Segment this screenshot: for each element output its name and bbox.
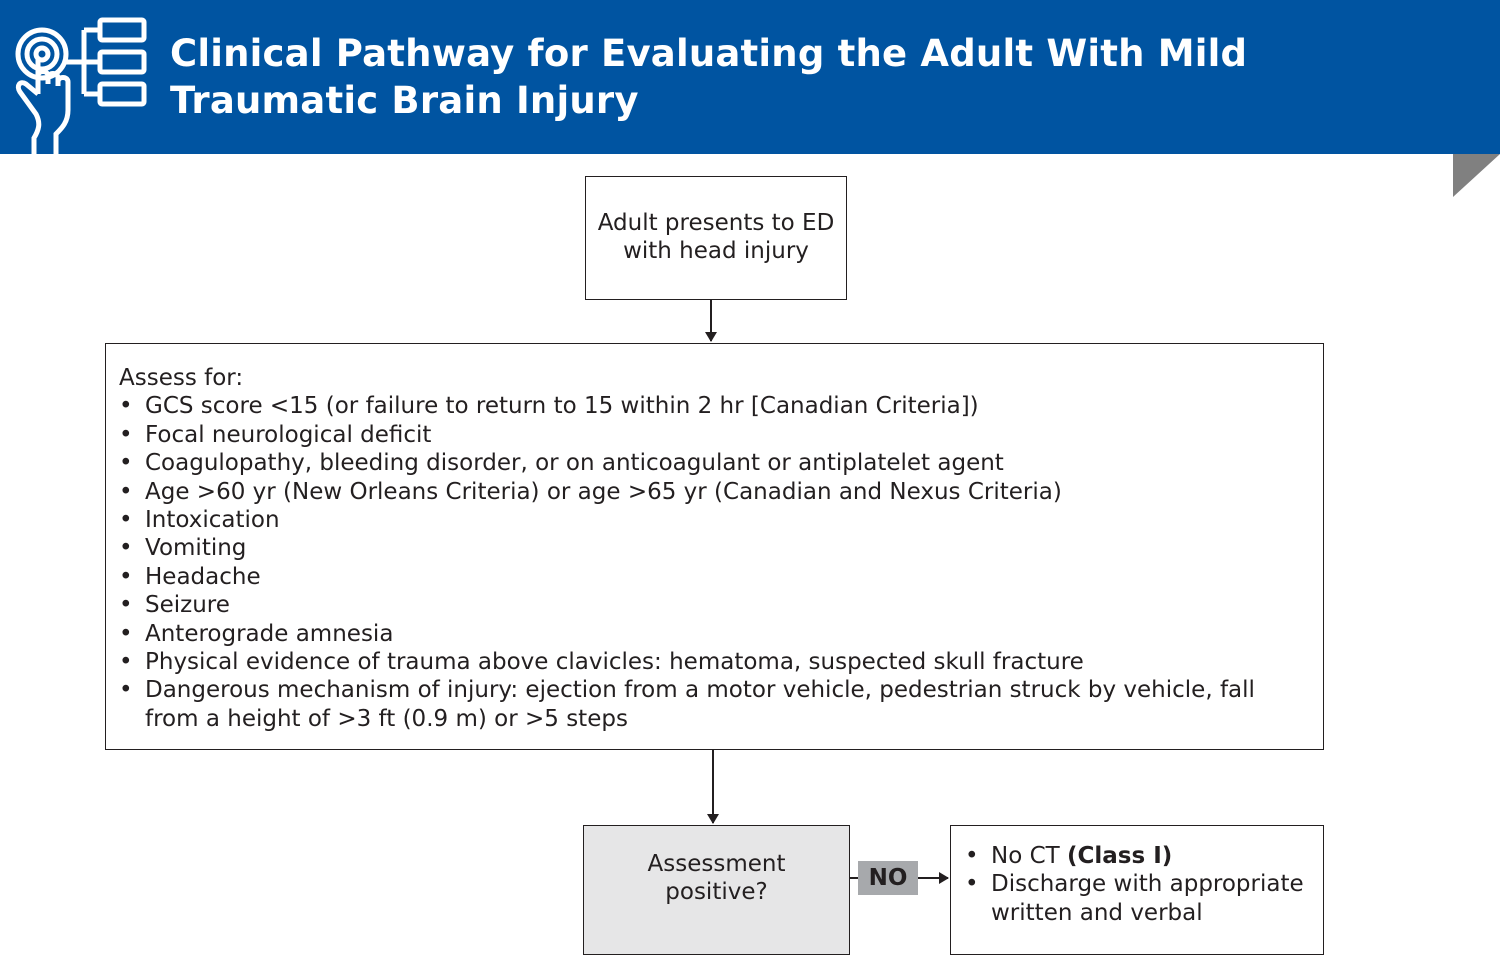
no-outcome-node <box>950 825 1324 955</box>
evidence-class-label: (Class I) <box>1067 843 1173 869</box>
assessment-heading: Assess for: <box>119 365 244 391</box>
criterion-item: • Headache <box>119 563 1309 591</box>
criterion-item: • Physical evidence of trauma above clavicles: hematoma, suspected skull fracture <box>119 648 1309 676</box>
decision-line2: positive? <box>665 879 768 906</box>
criterion-item: • Dangerous mechanism of injury: ejection from a motor vehicle, pedestrian struck by vehicle, fall from a height of >3 ft (0.9 m) or >5 steps <box>119 676 1309 733</box>
assessment-criteria-list <box>119 392 1309 733</box>
criterion-item: • GCS score <15 (or failure to return to 15 within 2 hr [Canadian Criteria]) <box>119 392 1309 420</box>
assessment-node <box>105 343 1324 750</box>
criterion-item: • Seizure <box>119 591 1309 619</box>
decision-line1: Assessment <box>647 851 786 877</box>
criterion-item: • Focal neurological deficit <box>119 421 1309 449</box>
outcome-item: • Discharge with appropriate written and verbal <box>965 870 1313 927</box>
decision-node <box>583 825 850 955</box>
criterion-item: • Coagulopathy, bleeding disorder, or on anticoagulant or antiplatelet agent <box>119 449 1309 477</box>
criterion-item: • Intoxication <box>119 506 1309 534</box>
criterion-item: • Age >60 yr (New Orleans Criteria) or age >65 yr (Canadian and Nexus Criteria) <box>119 478 1309 506</box>
outcome-item <box>965 842 1313 870</box>
start-node-line1: Adult presents to ED <box>597 210 835 236</box>
no-branch-label: NO <box>858 861 918 895</box>
criterion-item: • Vomiting <box>119 534 1309 562</box>
page-title: Clinical Pathway for Evaluating the Adult With Mild Traumatic Brain Injury <box>170 32 1248 122</box>
criterion-item: • Anterograde amnesia <box>119 620 1309 648</box>
start-node <box>585 176 847 300</box>
outcome-text: No CT <box>991 843 1068 869</box>
no-outcome-list <box>965 842 1313 927</box>
start-node-line2: with head injury <box>623 238 809 265</box>
